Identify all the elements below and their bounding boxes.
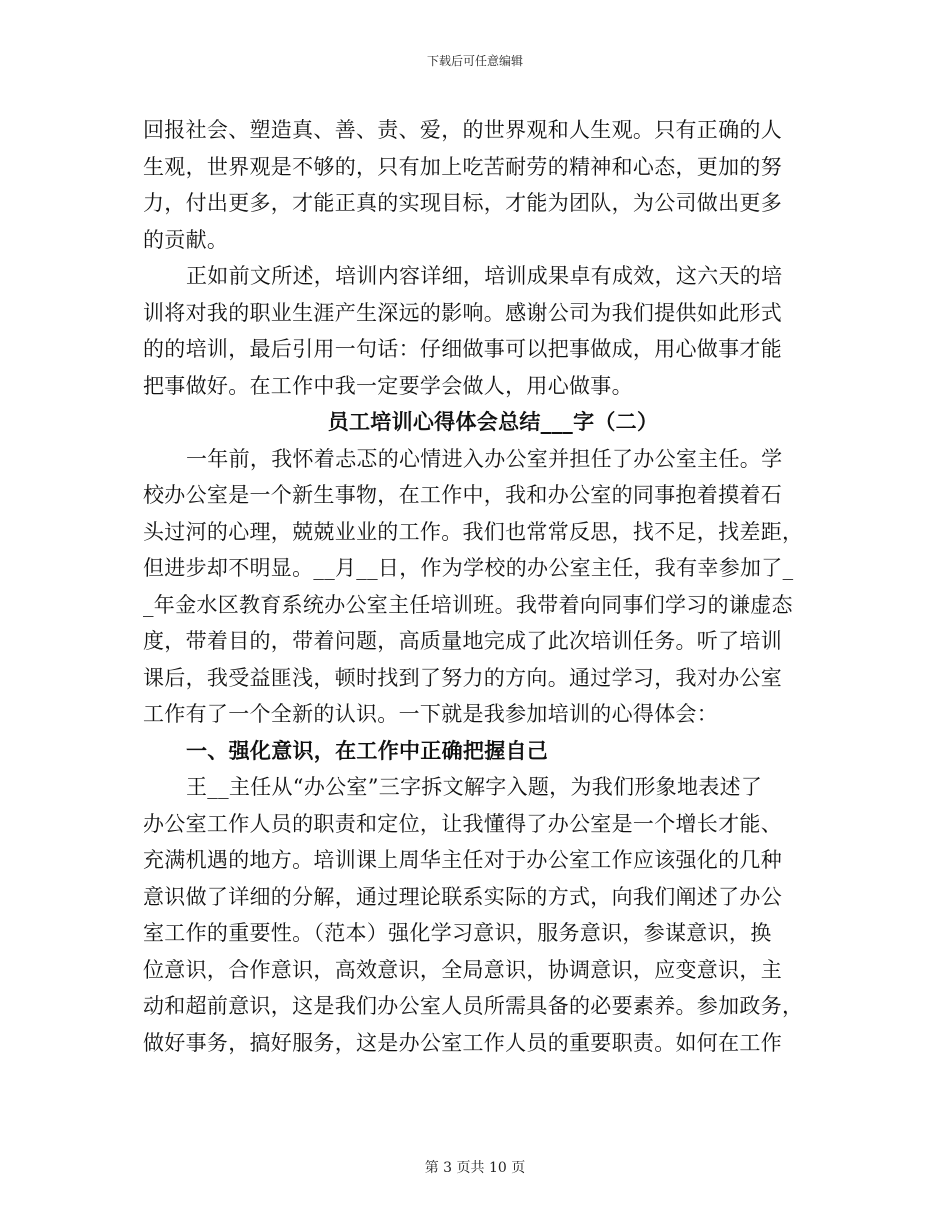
paragraph-line: 的的培训，最后引用一句话：仔细做事可以把事做成，用心做事才能 [143, 337, 782, 361]
page-header: 下载后可任意编辑 [426, 54, 523, 68]
paragraph-line: 做好事务，搞好服务，这是办公室工作人员的重要职责。如何在工作 [143, 1030, 782, 1055]
paragraph-line: 生观，世界观是不够的，只有加上吃苦耐劳的精神和心态，更加的努 [143, 154, 782, 179]
paragraph-line: 意识做了详细的分解，通过理论联系实际的方式，向我们阐述了办公 [143, 884, 782, 909]
paragraph-line: _年金水区教育系统办公室主任培训班。我带着向同事们学习的谦虚态 [143, 592, 793, 617]
document-body [143, 112, 803, 1061]
paragraph-line: 一年前，我怀着忐忑的心情进入办公室并担任了办公室主任。学 [186, 446, 783, 471]
paragraph-line: 室工作的重要性。（范本）强化学习意识，服务意识，参谋意识，换 [143, 921, 772, 945]
paragraph-line: 课后，我受益匪浅，顿时找到了努力的方向。通过学习，我对办公室 [143, 665, 782, 690]
subsection-heading: 一、强化意识，在工作中正确把握自己 [186, 737, 549, 763]
paragraph-line: 回报社会、塑造真、善、责、爱，的世界观和人生观。只有正确的人 [143, 118, 782, 142]
paragraph-line: 王__主任从“办公室”三字拆文解字入题，为我们形象地表述了 [186, 775, 763, 799]
paragraph-line: 工作有了一个全新的认识。一下就是我参加培训的心得体会： [143, 702, 719, 726]
paragraph-line: 训将对我的职业生涯产生深远的影响。感谢公司为我们提供如此形式 [143, 300, 782, 325]
paragraph-line: 但进步却不明显。__月__日，作为学校的办公室主任，我有幸参加了_ [143, 556, 794, 580]
page-footer: 第 3 页共 10 页 [424, 1160, 526, 1176]
paragraph-line: 校办公室是一个新生事物，在工作中，我和办公室的同事抱着摸着石 [143, 483, 782, 507]
paragraph-line: 办公室工作人员的职责和定位，让我懂得了办公室是一个增长才能、 [143, 811, 782, 836]
paragraph-line: 头过河的心理，兢兢业业的工作。我们也常常反思，找不足，找差距， [143, 519, 804, 544]
paragraph-line: 把事做好。在工作中我一定要学会做人，用心做事。 [143, 373, 633, 398]
paragraph-line: 力，付出更多，才能正真的实现目标，才能为团队，为公司做出更多 [143, 191, 782, 215]
paragraph-line: 正如前文所述，培训内容详细，培训成果卓有成效，这六天的培 [186, 264, 783, 288]
paragraph-line: 动和超前意识，这是我们办公室人员所需具备的必要素养。参加政务， [143, 994, 804, 1018]
paragraph-line: 充满机遇的地方。培训课上周华主任对于办公室工作应该强化的几种 [143, 848, 782, 872]
paragraph-line: 度，带着目的，带着问题，高质量地完成了此次培训任务。听了培训 [143, 629, 782, 653]
paragraph-line: 位意识，合作意识，高效意识，全局意识，协调意识，应变意识，主 [143, 957, 782, 982]
section-title: 员工培训心得体会总结___字（二） [327, 409, 659, 434]
paragraph-line: 的贡献。 [143, 227, 229, 252]
